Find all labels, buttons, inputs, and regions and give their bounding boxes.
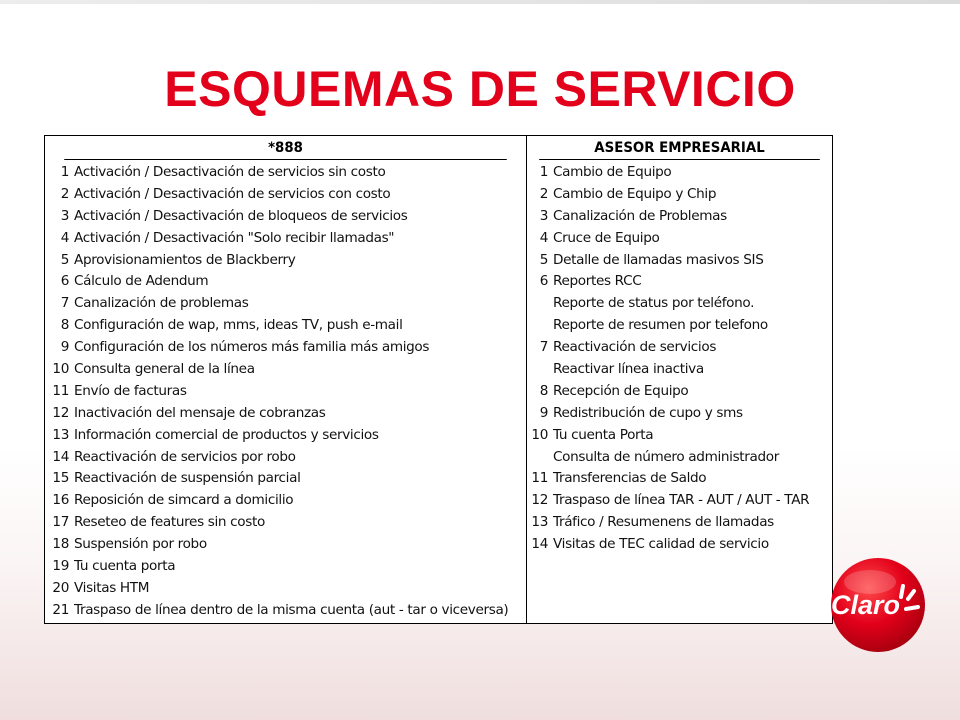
service-asesor-row-number: 9 [539,404,548,421]
service-888-row [45,555,526,577]
service-888-row-text: Suspensión por robo [74,536,207,553]
service-asesor-row [527,511,832,533]
service-888-row-number: 11 [52,382,69,399]
service-asesor-row [527,292,832,314]
service-asesor-row-text: Visitas de TEC calidad de servicio [553,536,769,553]
service-asesor-row-text: Canalización de Problemas [553,207,727,224]
services-table [44,135,833,624]
service-asesor-row [527,249,832,271]
service-888-row-text: Inactivación del mensaje de cobranzas [74,404,326,421]
service-asesor-row [527,533,832,555]
svg-text:Claro: Claro [831,590,901,620]
service-asesor-row-text: Consulta de número administrador [553,448,779,465]
service-888-row-number: 2 [60,185,69,202]
service-888-row-number: 10 [52,360,69,377]
service-888-row [45,577,526,599]
service-asesor-row-text: Transferencias de Saldo [553,470,707,487]
service-888-row-text: Canalización de problemas [74,295,249,312]
service-888-row-number: 3 [60,207,69,224]
service-asesor-row-number: 7 [539,339,548,356]
service-888-row [45,249,526,271]
service-asesor-row [527,489,832,511]
service-asesor-row-number: 5 [539,251,548,268]
service-888-row-number: 1 [60,163,69,180]
service-888-row-number: 18 [52,536,69,553]
service-asesor-row [527,402,832,424]
service-asesor-row-text: Cambio de Equipo [553,163,672,180]
service-888-row [45,424,526,446]
service-asesor-row-text: Recepción de Equipo [553,382,689,399]
claro-logo-graphic [826,552,928,658]
service-888-row-text: Activación / Desactivación "Solo recibir llamadas" [74,229,395,246]
service-888-row-number: 13 [52,426,69,443]
service-888-row-number: 5 [60,251,69,268]
service-asesor-row [527,336,832,358]
service-asesor-row [527,446,832,468]
service-888-row [45,489,526,511]
service-888-row-text: Activación / Desactivación de bloqueos de servicios [74,207,408,224]
service-888-row-number: 21 [52,601,69,618]
service-asesor-row [527,424,832,446]
service-asesor-row-number: 12 [531,492,548,509]
service-888-row [45,314,526,336]
column-header-888: *888 [64,136,507,160]
service-asesor-row-number: 14 [531,536,548,553]
service-asesor-row-text: Redistribución de cupo y sms [553,404,743,421]
column-asesor-empresarial [527,136,832,623]
service-888-row [45,402,526,424]
service-888-row-text: Información comercial de productos y servicios [74,426,379,443]
service-888-row [45,511,526,533]
service-888-row [45,161,526,183]
service-888-row [45,336,526,358]
service-888-row [45,270,526,292]
column-header-asesor-empresarial: ASESOR EMPRESARIAL [539,136,820,160]
service-asesor-row-text: Reportes RCC [553,273,642,290]
service-asesor-row-number: 1 [539,163,548,180]
service-888-row [45,227,526,249]
service-888-row-number: 7 [60,295,69,312]
service-asesor-row [527,183,832,205]
service-asesor-row [527,227,832,249]
service-888-row-number: 16 [52,492,69,509]
claro-logo [826,552,928,658]
service-888-row [45,599,526,621]
service-asesor-row-number: 2 [539,185,548,202]
service-888-row-text: Configuración de los números más familia más amigos [74,339,430,356]
service-asesor-row [527,205,832,227]
service-asesor-row-number: 4 [539,229,548,246]
service-asesor-row [527,270,832,292]
column-888 [45,136,527,623]
service-888-row-number: 6 [60,273,69,290]
service-888-row [45,292,526,314]
service-asesor-row [527,161,832,183]
service-asesor-row-text: Reporte de resumen por telefono [553,317,768,334]
service-888-row-number: 20 [52,579,69,596]
service-888-row-number: 15 [52,470,69,487]
service-888-row [45,183,526,205]
column-888-rows [45,160,526,621]
service-888-row-number: 9 [60,339,69,356]
service-888-row-text: Activación / Desactivación de servicios sin costo [74,163,386,180]
service-888-row-number: 14 [52,448,69,465]
service-asesor-row-number: 8 [539,382,548,399]
service-asesor-row-text: Detalle de llamadas masivos SIS [553,251,764,268]
service-888-row-number: 19 [52,557,69,574]
service-888-row-text: Visitas HTM [74,579,150,596]
service-888-row-number: 17 [52,514,69,531]
service-888-row [45,446,526,468]
service-asesor-row-number: 10 [531,426,548,443]
service-asesor-row [527,358,832,380]
service-asesor-row [527,467,832,489]
service-888-row-text: Configuración de wap, mms, ideas TV, push e-mail [74,317,403,334]
service-888-row-number: 8 [60,317,69,334]
service-888-row-text: Reactivación de suspensión parcial [74,470,301,487]
service-888-row-text: Reposición de simcard a domicilio [74,492,294,509]
service-888-row-text: Consulta general de la línea [74,360,255,377]
service-asesor-row-number: 3 [539,207,548,224]
service-asesor-row-text: Traspaso de línea TAR - AUT / AUT - TAR [553,492,810,509]
service-888-row-number: 4 [60,229,69,246]
service-888-row-text: Cálculo de Adendum [74,273,209,290]
column-asesor-rows [527,160,832,555]
service-asesor-row-number: 6 [539,273,548,290]
service-888-row-text: Envío de facturas [74,382,187,399]
service-888-row-number: 12 [52,404,69,421]
service-888-row [45,380,526,402]
service-asesor-row [527,380,832,402]
service-888-row [45,205,526,227]
service-888-row-text: Tu cuenta porta [74,557,176,574]
service-asesor-row-text: Tráfico / Resumenens de llamadas [553,514,774,531]
service-888-row [45,467,526,489]
slide-top-bar [0,0,960,4]
service-asesor-row-text: Reactivación de servicios [553,339,717,356]
service-888-row [45,358,526,380]
service-asesor-row-text: Cambio de Equipo y Chip [553,185,717,202]
service-888-row [45,533,526,555]
service-asesor-row-text: Reactivar línea inactiva [553,360,704,377]
service-asesor-row-number: 13 [531,514,548,531]
service-asesor-row [527,314,832,336]
service-888-row-text: Reactivación de servicios por robo [74,448,296,465]
service-asesor-row-text: Tu cuenta Porta [553,426,654,443]
slide-title: ESQUEMAS DE SERVICIO [164,61,796,117]
service-asesor-row-text: Cruce de Equipo [553,229,660,246]
service-888-row-text: Reseteo de features sin costo [74,514,265,531]
service-888-row-text: Activación / Desactivación de servicios con costo [74,185,391,202]
service-888-row-text: Aprovisionamientos de Blackberry [74,251,296,268]
service-asesor-row-number: 11 [531,470,548,487]
service-asesor-row-text: Reporte de status por teléfono. [553,295,755,312]
service-888-row-text: Traspaso de línea dentro de la misma cuenta (aut - tar o viceversa) [74,601,509,618]
